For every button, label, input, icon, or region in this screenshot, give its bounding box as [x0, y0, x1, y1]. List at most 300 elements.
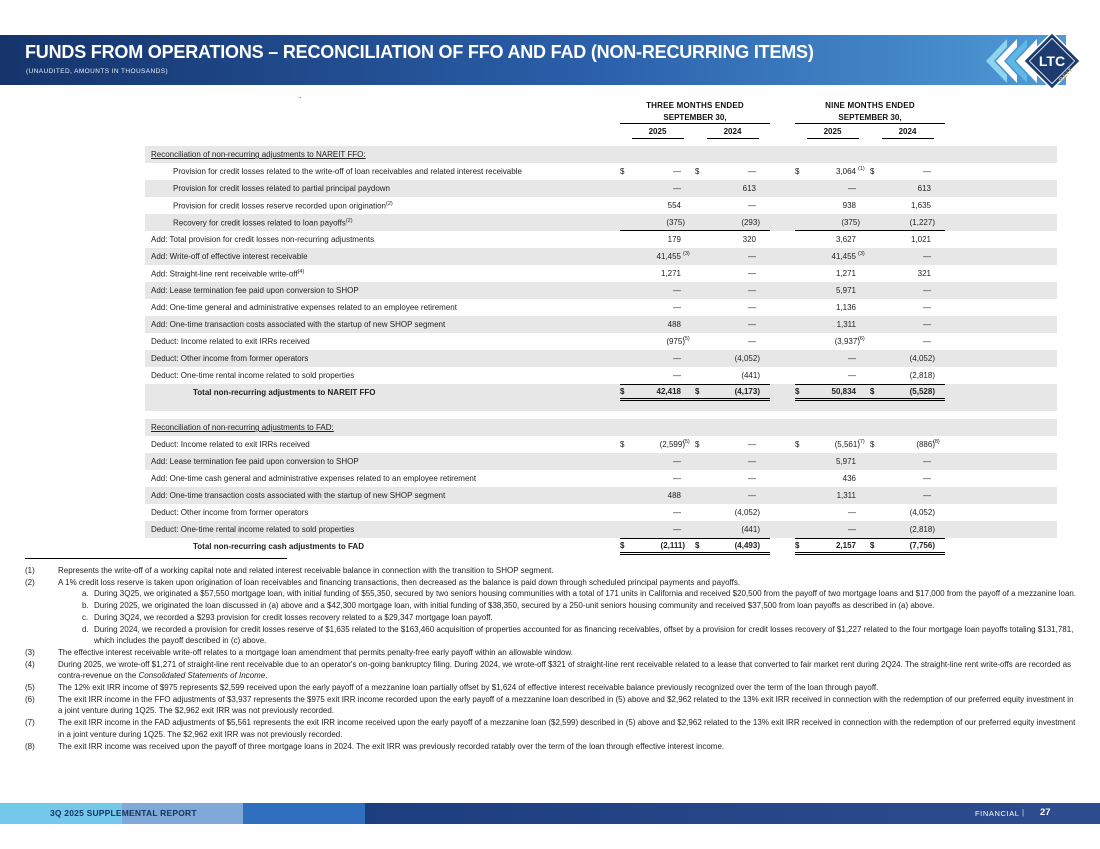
- value-cell: [795, 167, 870, 176]
- year-label: 2025: [795, 124, 870, 139]
- cell-value: 1,271: [835, 269, 856, 278]
- value-cell: [870, 474, 945, 483]
- row-label: Reconciliation of non-recurring adjustments to FAD:: [151, 423, 334, 432]
- period-value-group: [620, 538, 770, 555]
- cell-value: —: [923, 320, 931, 329]
- footnote-body: [58, 565, 1078, 577]
- table-row: [145, 487, 1057, 504]
- dollar-sign: $: [695, 387, 700, 396]
- value-cell: [695, 201, 770, 210]
- dollar-sign: $: [695, 541, 700, 550]
- footnote-text: The exit IRR income was received upon the payoff of three mortgage loans in 2024. The exit IRR was previously recorded ratably over the term of the loan through effective interest income.: [58, 741, 725, 751]
- cell-value: —: [848, 184, 856, 193]
- row-filler: [945, 299, 1057, 316]
- cell-value: 41,455: [831, 252, 856, 261]
- value-cell: [795, 201, 870, 210]
- footnote-ref: (4): [297, 268, 305, 275]
- row-label: Add: Write-off of effective interest receivable: [151, 252, 308, 261]
- value-cell: [795, 387, 870, 396]
- value-cell: [870, 508, 945, 517]
- value-cell: [870, 167, 945, 176]
- period-value-group: [620, 265, 770, 282]
- row-filler: [945, 504, 1057, 521]
- cell-value: (4,052): [909, 508, 935, 517]
- cell-value: (441): [741, 371, 760, 380]
- footer-segment-blue: [243, 803, 365, 824]
- period-value-group: [620, 367, 770, 384]
- cell-value: (4,052): [734, 354, 760, 363]
- footnote: [25, 577, 1078, 589]
- value-cell: [870, 286, 945, 295]
- group-gap: [770, 197, 795, 214]
- footnote-marker: (6): [25, 694, 35, 704]
- cell-value: (7,756): [909, 541, 935, 550]
- cell-value: —: [673, 286, 681, 295]
- date-label: SEPTEMBER 30,: [620, 112, 770, 124]
- value-cell: [795, 440, 870, 449]
- cell-value: (5,528): [909, 387, 935, 396]
- footnote-ref: (2): [386, 200, 393, 207]
- dollar-sign: $: [620, 167, 625, 176]
- period-value-group: [795, 487, 945, 504]
- cell-value: —: [748, 286, 756, 295]
- date-label: SEPTEMBER 30,: [795, 112, 945, 124]
- cell-value: (3,937): [834, 337, 860, 346]
- value-cell: [620, 184, 695, 193]
- group-gap: [770, 316, 795, 333]
- value-cell: [620, 235, 695, 244]
- row-filler: [945, 333, 1057, 350]
- value-cell: [795, 474, 870, 483]
- footnote-ref: (5): [683, 335, 690, 342]
- value-cell: [795, 508, 870, 517]
- footnote-body: [58, 577, 1078, 589]
- value-cell: [695, 474, 770, 483]
- period-value-group: [795, 521, 945, 538]
- group-gap: [770, 453, 795, 470]
- table-row: [145, 350, 1057, 367]
- ltc-logo-icon: [973, 28, 1085, 94]
- footnote-subitem-body: [94, 612, 1078, 624]
- table-row: [145, 436, 1057, 453]
- footer-page-number: 27: [1040, 807, 1051, 818]
- row-label: Add: Lease termination fee paid upon conversion to SHOP: [151, 286, 359, 295]
- period-value-group: [620, 299, 770, 316]
- footer-bar: [0, 803, 1100, 824]
- cell-value: —: [673, 508, 681, 517]
- period-value-group: [795, 350, 945, 367]
- row-label: Add: One-time transaction costs associated with the startup of new SHOP segment: [151, 320, 446, 329]
- group-gap: [770, 248, 795, 265]
- table-row: [145, 248, 1057, 265]
- cell-value: 42,418: [656, 387, 681, 396]
- cell-value: —: [923, 303, 931, 312]
- page-title: FUNDS FROM OPERATIONS – RECONCILIATION OF FFO AND FAD (NON-RECURRING ITEMS): [25, 42, 814, 62]
- table-row: [145, 470, 1057, 487]
- group-gap: [770, 299, 795, 316]
- footer-report-title: 3Q 2025 SUPPLEMENTAL REPORT: [50, 808, 197, 818]
- value-cell: [870, 218, 945, 227]
- footnote: [25, 694, 1078, 717]
- period-value-group: [795, 436, 945, 453]
- footnote-text: Consolidated Statements of Income: [138, 671, 266, 681]
- cell-value: —: [673, 303, 681, 312]
- group-gap: [770, 367, 795, 384]
- value-cell: [620, 218, 695, 227]
- footnote-marker: (7): [25, 718, 35, 728]
- period-value-group: [795, 214, 945, 231]
- cell-value: 5,971: [835, 457, 856, 466]
- period-value-group: [795, 197, 945, 214]
- value-cell: [620, 440, 695, 449]
- value-cell: [795, 491, 870, 500]
- cell-value: 41,455: [656, 252, 681, 261]
- footnote-text: A 1% credit loss reserve is taken upon origination of loan receivables and financing transactions, then decreased as the balance is paid down through scheduled principal payments and payoffs.: [58, 577, 741, 587]
- svg-text:LTC: LTC: [1038, 53, 1066, 69]
- value-cell: [795, 525, 870, 534]
- value-cell: [870, 541, 945, 550]
- footnote-marker: (8): [25, 741, 35, 751]
- value-cell: [795, 371, 870, 380]
- cell-value: 488: [667, 320, 681, 329]
- value-cell: [620, 371, 695, 380]
- group-gap: [770, 436, 795, 453]
- cell-value: —: [673, 371, 681, 380]
- group-gap: [770, 333, 795, 350]
- value-cell: [695, 184, 770, 193]
- value-cell: [620, 320, 695, 329]
- footnote-marker: (2): [25, 577, 35, 587]
- period-value-group: [795, 367, 945, 384]
- group-gap: [770, 180, 795, 197]
- cell-value: (4,173): [734, 387, 760, 396]
- group-gap: [770, 384, 795, 401]
- cell-value: (2,818): [909, 525, 935, 534]
- cell-value: 488: [667, 491, 681, 500]
- value-cell: [795, 184, 870, 193]
- ltc-logo: [973, 28, 1085, 94]
- row-filler: [945, 180, 1057, 197]
- cell-value: —: [923, 457, 931, 466]
- value-cell: [695, 235, 770, 244]
- value-cell: [870, 387, 945, 396]
- row-filler: [945, 470, 1057, 487]
- period-value-group: [620, 333, 770, 350]
- cell-value: (4,493): [734, 541, 760, 550]
- cell-value: —: [673, 167, 681, 176]
- row-filler: [945, 197, 1057, 214]
- footnote-subitem-marker: d.: [82, 624, 89, 634]
- row-label: Deduct: Income related to exit IRRs received: [151, 440, 310, 449]
- cell-value: (886): [916, 440, 935, 449]
- period-value-group: [795, 282, 945, 299]
- header-bar: [0, 35, 1066, 85]
- group-gap: [770, 214, 795, 231]
- table-row: [145, 282, 1057, 299]
- value-cell: [620, 491, 695, 500]
- period-value-group: [795, 231, 945, 248]
- row-label: Recovery for credit losses related to loan payoffs$^{(2)}$: [173, 217, 353, 228]
- value-cell: [870, 320, 945, 329]
- row-label: Deduct: One-time rental income related to sold properties: [151, 525, 355, 534]
- cell-value: 3,064: [835, 167, 856, 176]
- period-label: NINE MONTHS ENDED: [825, 101, 915, 110]
- footnote-text: During 2024, we recorded a provision for credit losses reserve of $1,635 related to the $163,460 acquisition of properties accounted for as financing receivables, offset by a provision for credit losses recovery of $1,227 related to the four mortgage loan payoffs totaling $131,781, which includes the payoff described in (c) above.: [94, 624, 1074, 646]
- cell-value: 1,311: [836, 491, 856, 500]
- dollar-sign: $: [695, 167, 700, 176]
- footnote: [25, 682, 1078, 694]
- row-label: Add: Lease termination fee paid upon conversion to SHOP: [151, 457, 359, 466]
- value-cell: [870, 303, 945, 312]
- row-label: Total non-recurring adjustments to NAREIT FFO: [193, 388, 376, 397]
- period-value-group: [795, 384, 945, 401]
- value-cell: [795, 337, 870, 346]
- row-filler: [945, 436, 1057, 453]
- footnote-text: During 2025, we originated the loan discussed in (a) above and a $42,300 mortgage loan, with initial funding of $38,350, secured by a 250-unit seniors housing community and received $37,500 from loan payoffs as described in (a) above.: [94, 601, 935, 611]
- value-cell: [695, 525, 770, 534]
- cell-value: —: [673, 354, 681, 363]
- year-label: 2024: [870, 124, 945, 139]
- value-cell: [620, 525, 695, 534]
- svg-text:REIT: REIT: [1058, 66, 1075, 84]
- value-cell: [795, 235, 870, 244]
- table-row: [145, 453, 1057, 470]
- footnote-text: The exit IRR income in the FAD adjustments of $5,561 represents the exit IRR income received upon the early payoff of a mezzanine loan ($2,599) described in (5) above and $2,962 related to the 13% exit IRR received in connection with the redemption of our preferred equity investment in a joint venture during 1Q25. The $2,962 exit IRR was not previously recorded.: [58, 718, 1076, 739]
- value-cell: [695, 320, 770, 329]
- row-filler: [945, 384, 1057, 401]
- total-row: [145, 538, 1057, 555]
- footnote-body: [58, 682, 1078, 694]
- cell-value: —: [748, 252, 756, 261]
- cell-value: —: [923, 252, 931, 261]
- cell-value: 50,834: [831, 387, 856, 396]
- footnote-text: .: [265, 671, 268, 681]
- dollar-sign: $: [620, 440, 625, 449]
- cell-value: —: [673, 457, 681, 466]
- period-value-group: [795, 316, 945, 333]
- row-filler: [945, 367, 1057, 384]
- footnote-subitem-marker: b.: [82, 601, 89, 611]
- period-value-group: [620, 487, 770, 504]
- group-gap: [770, 504, 795, 521]
- row-filler: [945, 350, 1057, 367]
- table-row: [145, 333, 1057, 350]
- footnote-subitem: [82, 600, 1078, 612]
- value-cell: [695, 508, 770, 517]
- dollar-sign: $: [870, 541, 875, 550]
- cell-value: 938: [842, 201, 856, 210]
- period-value-group: [795, 504, 945, 521]
- year-label: 2025: [620, 124, 695, 139]
- footnote-text: Represents the write-off of a working capital note and related interest receivable balance in connection with the transition to SHOP segment.: [58, 566, 554, 575]
- footnote-ref: (3): [858, 250, 865, 257]
- cell-value: —: [748, 167, 756, 176]
- value-cell: [695, 269, 770, 278]
- value-cell: [870, 440, 945, 449]
- cell-value: (2,599): [659, 440, 685, 449]
- footnote-marker: (4): [25, 659, 35, 669]
- period-value-group: [795, 163, 945, 180]
- footnote-body: [58, 659, 1078, 682]
- value-cell: [620, 354, 695, 363]
- table-row: [145, 504, 1057, 521]
- value-cell: [695, 354, 770, 363]
- value-cell: [870, 525, 945, 534]
- period-value-group: [795, 299, 945, 316]
- row-label: Deduct: Income related to exit IRRs received: [151, 337, 310, 346]
- footnote-marker: (5): [25, 683, 35, 693]
- cell-value: —: [848, 508, 856, 517]
- period-value-group: [795, 333, 945, 350]
- value-cell: [620, 337, 695, 346]
- value-cell: [620, 457, 695, 466]
- value-cell: [620, 303, 695, 312]
- section-header-row: [145, 146, 1057, 163]
- value-cell: [870, 491, 945, 500]
- footnote: [25, 565, 1078, 577]
- footnote-subitem-marker: a.: [82, 589, 89, 599]
- row-filler: [945, 214, 1057, 231]
- row-label: Deduct: Other income from former operators: [151, 508, 309, 517]
- cell-value: —: [673, 184, 681, 193]
- cell-value: —: [748, 440, 756, 449]
- cell-value: 1,136: [835, 303, 856, 312]
- value-cell: [695, 457, 770, 466]
- footnote-ref: (8): [933, 438, 940, 445]
- section-spacer: [145, 401, 1057, 411]
- value-cell: [620, 387, 695, 396]
- footnote-ref: (6): [858, 335, 865, 342]
- row-label: Add: Straight-line rent receivable write-off$^{(4)}$: [151, 268, 305, 279]
- value-cell: [795, 457, 870, 466]
- cell-value: —: [923, 286, 931, 295]
- value-cell: [795, 320, 870, 329]
- row-label: Provision for credit losses related to partial principal paydown: [173, 184, 390, 193]
- group-gap: [770, 282, 795, 299]
- dollar-sign: $: [795, 167, 800, 176]
- row-filler: [945, 163, 1057, 180]
- footnote-ref: (1): [858, 165, 865, 172]
- period-value-group: [795, 538, 945, 555]
- cell-value: (2,111): [660, 541, 685, 550]
- footnote-ref: (7): [858, 438, 865, 445]
- dollar-sign: $: [795, 440, 800, 449]
- period-value-group: [620, 231, 770, 248]
- value-cell: [870, 354, 945, 363]
- table-row: [145, 197, 1057, 214]
- value-cell: [695, 541, 770, 550]
- footnote-subitem: [82, 624, 1078, 647]
- footnote-body: [58, 741, 1078, 753]
- cell-value: (4,052): [909, 354, 935, 363]
- cell-value: —: [673, 474, 681, 483]
- row-filler: [945, 453, 1057, 470]
- value-cell: [870, 269, 945, 278]
- period-value-group: [795, 180, 945, 197]
- cell-value: 554: [667, 201, 681, 210]
- footnote-ref: (2): [345, 217, 353, 224]
- footnote-text: During 3Q25, we originated a $57,550 mortgage loan, with initial funding of $55,350, secured by two seniors housing communities with a total of 171 units in California and received $20,500 from the payoff of two mortgage loans and $17,000 from the payoff of a mezzanine loan.: [94, 589, 1077, 599]
- dollar-sign: $: [695, 440, 700, 449]
- table-row: [145, 367, 1057, 384]
- ffo-fad-table: [145, 146, 1057, 555]
- cell-value: —: [848, 371, 856, 380]
- value-cell: [695, 303, 770, 312]
- footnote-text: During 3Q24, we recorded a $293 provision for credit losses recovery related to a $29,347 mortgage loan payoff.: [94, 612, 493, 622]
- period-value-group: [620, 163, 770, 180]
- row-filler: [945, 487, 1057, 504]
- dollar-sign: $: [795, 387, 800, 396]
- cell-value: 1,021: [910, 235, 931, 244]
- period-value-group: [620, 282, 770, 299]
- table-row: [145, 180, 1057, 197]
- year-label: 2024: [695, 124, 770, 139]
- cell-value: —: [923, 474, 931, 483]
- period-value-group: [620, 180, 770, 197]
- footnote-text: The 12% exit IRR income of $975 represents $2,599 received upon the early payoff of a mezzanine loan partially offset by $1,624 of effective interest receivable balance previously recognized over the term of the loan through payoff.: [58, 683, 879, 693]
- row-filler: [945, 265, 1057, 282]
- period-value-group: [620, 214, 770, 231]
- group-gap: [770, 470, 795, 487]
- period-column-group: [620, 99, 770, 139]
- footnote-marker: (1): [25, 566, 35, 575]
- dollar-sign: $: [620, 387, 625, 396]
- dollar-sign: $: [870, 387, 875, 396]
- value-cell: [695, 286, 770, 295]
- cell-value: —: [848, 525, 856, 534]
- period-value-group: [795, 248, 945, 265]
- period-value-group: [620, 521, 770, 538]
- value-cell: [620, 508, 695, 517]
- table-row: [145, 316, 1057, 333]
- value-cell: [695, 218, 770, 227]
- cell-value: (5,561): [834, 440, 860, 449]
- value-cell: [695, 252, 770, 261]
- footnotes: [25, 565, 1078, 752]
- dollar-sign: $: [620, 541, 625, 550]
- row-label: Provision for credit losses reserve recorded upon origination$^{(2)}$: [173, 200, 393, 211]
- value-cell: [695, 387, 770, 396]
- cell-value: 1,311: [836, 320, 856, 329]
- value-cell: [870, 184, 945, 193]
- group-gap: [770, 521, 795, 538]
- group-gap: [770, 265, 795, 282]
- period-column-group: [795, 99, 945, 139]
- period-value-group: [620, 504, 770, 521]
- footnote-subitem-body: [94, 588, 1078, 600]
- group-gap: [770, 163, 795, 180]
- page-subtitle: (UNAUDITED, AMOUNTS IN THOUSANDS): [26, 68, 169, 75]
- group-gap: [770, 538, 795, 555]
- footnote-marker: (3): [25, 647, 35, 657]
- group-gap: [770, 231, 795, 248]
- value-cell: [795, 303, 870, 312]
- group-gap: [770, 350, 795, 367]
- stray-period: .: [299, 90, 302, 100]
- footnote-subitem: [82, 612, 1078, 624]
- period-label: THREE MONTHS ENDED: [646, 101, 744, 110]
- value-cell: [695, 337, 770, 346]
- footnote-separator: [25, 558, 287, 559]
- footnote-body: [58, 694, 1078, 717]
- cell-value: —: [748, 201, 756, 210]
- cell-value: 320: [742, 235, 756, 244]
- cell-value: —: [923, 491, 931, 500]
- group-gap: [770, 487, 795, 504]
- row-filler: [945, 521, 1057, 538]
- period-value-group: [620, 316, 770, 333]
- cell-value: —: [923, 337, 931, 346]
